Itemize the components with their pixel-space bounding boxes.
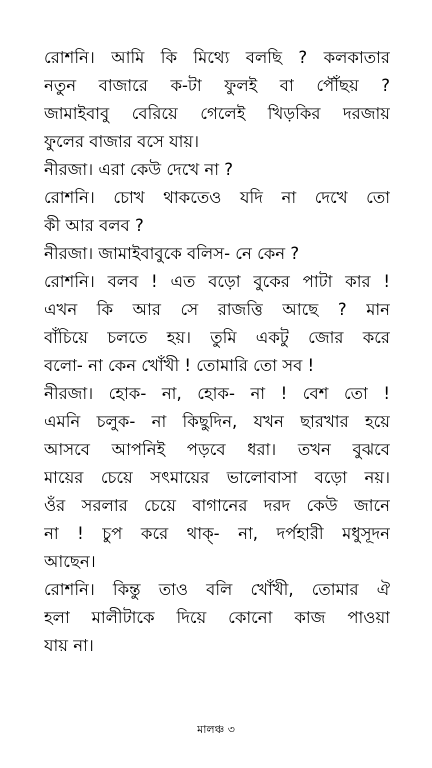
text-line: নীরজা। এরা কেউ দেখে না ? xyxy=(44,160,234,179)
text-line: নতুন বাজারে ক-টা ফুলই বা পৌঁছয় ? xyxy=(44,76,390,95)
text-line: নীরজা। জামাইবাবুকে বলিস- নে কেন ? xyxy=(44,244,300,263)
text-line: যায় না। xyxy=(44,636,94,655)
text-line: এমনি চলুক- না কিছুদিন, যখন ছারখার হয়ে xyxy=(44,412,390,431)
text-line: রোশনি। চোখ থাকতেও যদি না দেখে তো xyxy=(44,188,390,207)
page-footer: মালঞ্চ ৩ xyxy=(197,723,235,736)
text-line: এখন কি আর সে রাজত্তি আছে ? মান xyxy=(44,300,390,319)
text-line: ফুলের বাজার বসে যায়। xyxy=(44,132,200,151)
text-line: কী আর বলব ? xyxy=(44,216,144,235)
text-line: বাঁচিয়ে চলতে হয়। তুমি একটু জোর করে xyxy=(44,328,390,347)
text-line: আছেন। xyxy=(44,552,96,571)
text-line: আসবে আপনিই পড়বে ধরা। তখন বুঝবে xyxy=(44,440,390,459)
text-line: রোশনি। বলব ! এত বড়ো বুকের পাটা কার ! xyxy=(44,272,390,291)
text-line: না ! চুপ করে থাক্- না, দর্পহারী মধুসূদন xyxy=(44,524,390,543)
text-line: রোশনি। আমি কি মিথ্যে বলছি ? কলকাতার xyxy=(44,48,390,67)
text-line: ওঁর সরলার চেয়ে বাগানের দরদ কেউ জানে xyxy=(44,496,390,515)
text-line: নীরজা। হোক- না, হোক- না ! বেশ তো ! xyxy=(44,384,390,403)
text-line: মায়ের চেয়ে সৎমায়ের ভালোবাসা বড়ো নয়। xyxy=(44,468,390,487)
text-line: বলো- না কেন খোঁখী ! তোমারি তো সব ! xyxy=(44,356,315,375)
text-line: জামাইবাবু বেরিয়ে গেলেই খিড়কির দরজায় xyxy=(44,104,390,123)
text-line: রোশনি। কিন্তু তাও বলি খোঁখী, তোমার ঐ xyxy=(44,580,390,599)
text-line: হলা মালীটাকে দিয়ে কোনো কাজ পাওয়া xyxy=(44,608,390,627)
